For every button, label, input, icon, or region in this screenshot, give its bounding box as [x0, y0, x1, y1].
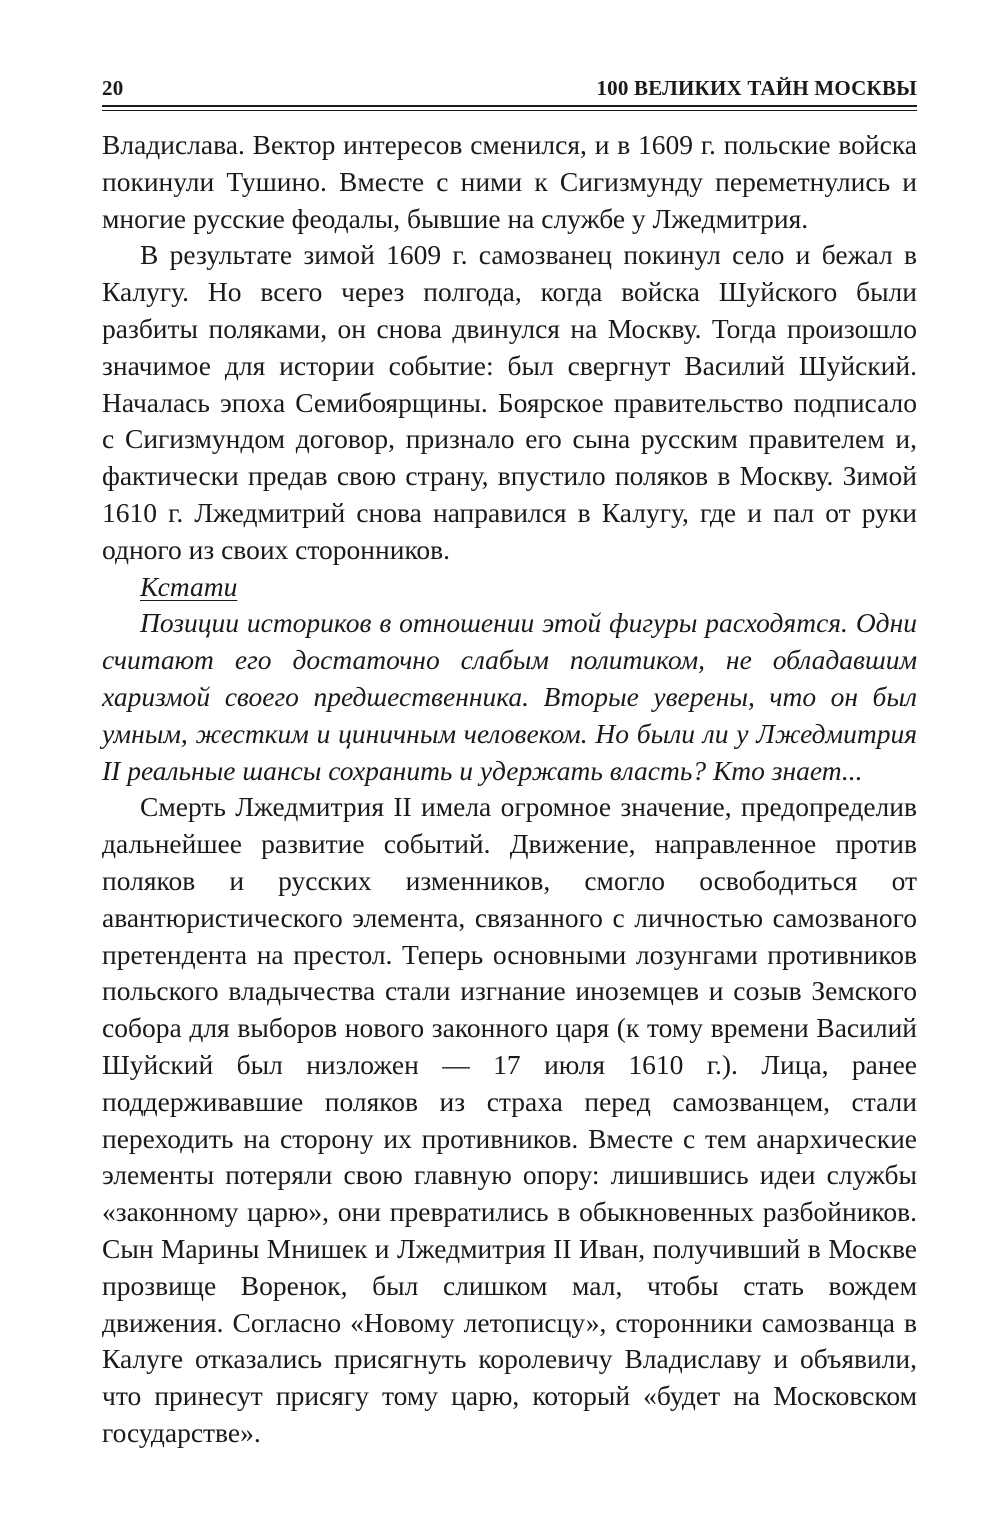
- paragraph: В результате зимой 1609 г. самозванец покинул село и бежал в Калугу. Но всего через полгода, когда войска Шуйского были разбиты поляками, он снова двинулся на Москву. Тогда произошло значимое для истории событие: был свергнут Василий Шуйский. Началась эпоха Семибоярщины. Боярское правительство подписало с Сигизмундом договор, признало его сына русским правителем и, фактически предав свою страну, впустило поляков в Москву. Зимой 1610 г. Лжедмитрий снова направился в Калугу, где и пал от руки одного из своих сторонников.: [102, 239, 917, 565]
- paragraph-continued: Владислава. Вектор интересов сменился, и в 1609 г. польские войска покинули Тушино. Вместе с ними к Сигизмунду переметнулись и многие русские феодалы, бывшие на службе у Лжедмитрия.: [102, 129, 917, 234]
- paragraph: Смерть Лжедмитрия II имела огромное значение, предопределив дальнейшее развитие событий. Движение, направленное против поляков и русских изменников, смогло освободиться от авантюристического элемента, связанного с личностью самозваного претендента на престол. Теперь основными лозунгами противников польского владычества стали изгнание иноземцев и созыв Земского собора для выборов нового законного царя (к тому времени Василий Шуйский был низложен — 17 июля 1610 г.). Лица, ранее поддерживавшие поляков из страха перед самозванцем, стали переходить на сторону их противников. Вместе с тем анархические элементы потеряли свою главную опору: лишившись идеи службы «законному царю», они превратились в обыкновенных разбойников. Сын Марины Мнишек и Лжедмитрия II Иван, получивший в Москве прозвище Воренок, был слишком мал, чтобы стать вождем движения. Согласно «Новому летописцу», сторонники самозванца в Калуге отказались присягнуть королевичу Владиславу и объявили, что принесут присягу тому царю, который «будет на Московском государстве».: [102, 791, 917, 1448]
- body-text: [102, 127, 917, 1452]
- book-title: 100 ВЕЛИКИХ ТАЙН МОСКВЫ: [596, 76, 917, 100]
- running-header: [102, 76, 917, 106]
- aside-text: Позиции историков в отношении этой фигуры расходятся. Одни считают его достаточно слабым политиком, не обладавшим харизмой своего предшественника. Вторые уверены, что он был умным, жестким и циничным человеком. Но были ли у Лжедмитрия II реальные шансы сохранить и удержать власть? Кто знает...: [102, 607, 917, 786]
- header-rule-thick: [102, 105, 917, 107]
- aside-heading: Кстати: [140, 570, 238, 602]
- header-rule-thin: [102, 110, 917, 111]
- page-number: 20: [102, 76, 124, 100]
